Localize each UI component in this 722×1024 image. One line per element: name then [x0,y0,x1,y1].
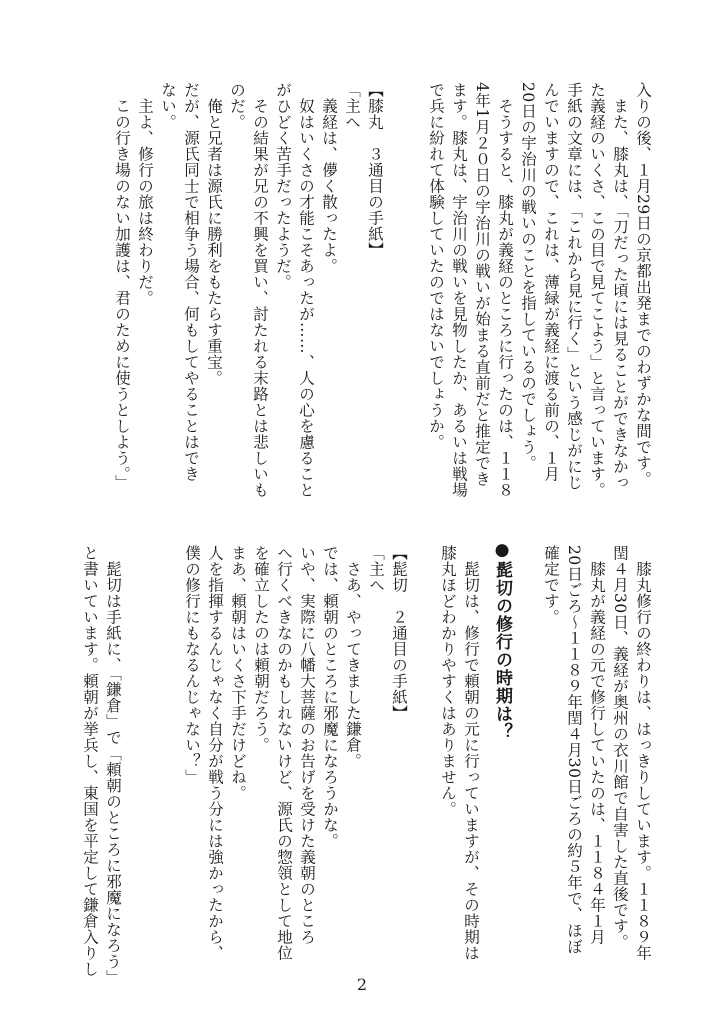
text-line: 閏４月30日、義経が奥州の衣川館で自害した直後です。 [611,545,629,950]
lower-body-text [539,545,654,965]
section-heading: ●髭切の修行の時期は？ [492,540,512,741]
text-line: 髭切は、修行で頼朝の元に行っていますが、その時期は [462,560,480,961]
letter-line: 人を指揮するんじゃなく自分が戦う分には強かったから、 [206,545,224,961]
letter-line: を確立したのは頼朝だろう。 [252,545,270,753]
lower-body-text-2 [436,545,482,965]
letter-line: さあ、やってきました鎌倉。 [344,560,362,769]
letter-line: 俺と兄者は源氏に勝利をもたらす重宝。 [205,97,223,386]
letter-line: がひどく苦手だったようだ。 [274,82,292,290]
upper-body-text [424,82,654,502]
hizamaru-letter [110,82,386,502]
text-line: ます。膝丸は、宇治川の戦いを見物したか、あるいは戦場 [450,82,468,498]
text-line: んでいますので、これは、薄緑が義経に渡る前の、１月 [542,82,560,482]
text-line: 膝丸ほどわかりやすくはありません。 [439,545,457,817]
letter-line: へ行くべきなのかもしれないけど、源氏の惣領として地位 [275,545,293,961]
text-line: 4年1月２０日の宇治川の戦いが始まる直前だと推定でき [473,82,491,487]
letter-heading: 【膝丸 ３通目の手紙】 [366,82,384,258]
letter-line: いや、実際に八幡大菩薩のお告げを受けた義朝のところ [298,545,316,945]
text-line: 20日ごろ〜１１８９年閏４月30日ごろの約５年で、ほぼ [565,545,583,955]
letter-line: だが、源氏同士で相争う場合、何もしてやることはでき [182,82,200,482]
text-line: た義経のいくさ、この目で見てこよう」と言っています。 [588,82,606,498]
letter-line: 奴はいくさの才能こそあったが……、人の心を慮ること [297,97,315,498]
letter-line: まあ、頼朝はいくさ下手だけどね。 [229,545,247,801]
text-line: 入りの後、１月29日の京都出発までのわずかな間です。 [634,82,652,487]
letter-line: ない。 [159,82,177,130]
text-line: 髭切は手紙に、「鎌倉」で「頼朝のところに邪魔になろう」 [104,560,122,985]
letter-line: 義経は、儚く散ったよ。 [320,97,338,274]
letter-line: 「主へ [343,82,361,130]
letter-line: 「主へ [367,545,385,593]
letter-line: では、頼朝のところに邪魔になろうかな。 [321,545,339,849]
letter-heading: 【髭切 ２通目の手紙】 [390,545,408,721]
text-line: 確定です。 [542,545,560,625]
text-line: で兵に紛れて体験していたのではないでしょうか。 [427,82,445,450]
letter-line: 僕の修行にもなるんじゃない？」 [183,545,201,785]
letter-line: その結果が兄の不興を買い、討たれる末路とは悲しいも [251,97,269,498]
text-line: 20日の宇治川の戦いのことを指しているのでしょう。 [519,82,537,471]
text-line: 膝丸修行の終わりは、はっきりしています。１１８９年 [634,560,652,961]
text-line: 膝丸が義経の元で修行していたのは、１１８４年１月 [588,560,606,945]
letter-line: この行き場のない加護は、君のために使うとしよう。」 [113,97,131,490]
letter-line: 主よ、修行の旅は終わりだ。 [136,97,154,306]
text-line: 手紙の文章には、「これから見に行く」という感じがにじ [565,82,583,491]
letter-line: のだ。 [228,82,246,130]
lower-body-text-3 [78,545,124,985]
text-line: また、膝丸は、「刀だった頃には見ることができなかっ [611,97,629,490]
text-line: そうすると、膝丸が義経のところに行ったのは、１１８ [496,97,514,498]
text-line: と書いています。頼朝が挙兵し、東国を平定して鎌倉入りし [81,545,99,977]
page-number: 2 [356,975,368,994]
higekiri-letter [180,545,410,965]
